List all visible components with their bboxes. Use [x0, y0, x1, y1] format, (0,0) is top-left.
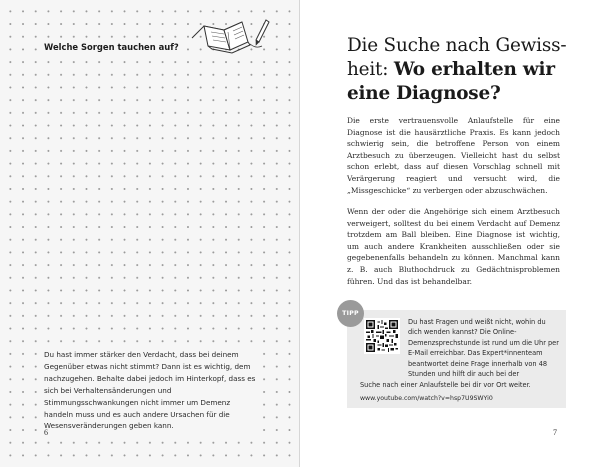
tipp-url-link[interactable]: www.youtube.com/watch?v=hsp7U9SWYi0 — [360, 395, 493, 402]
tipp-badge: TIPP — [337, 300, 364, 327]
right-page — [300, 0, 600, 467]
body-paragraph: Wenn der oder die Angehörige sich einem Arztbesuch verweigert, solltest du bei einem Verdacht auf Demenz trotzdem am Ball bleiben. Eine Diagnose ist wichtig, um auch andere Krankheiten ausschließen oder sie gegebenenfalls behandeln zu können. Manchmal kann z. B. auch Bluthochdruck zu Gedächtnisproblemen führen. Und das ist behandelbar. — [347, 207, 560, 286]
chapter-title-bold: Wo erhalten wir eine Diagnose? — [347, 59, 555, 104]
section-heading: Welche Sorgen tauchen auf? — [44, 42, 179, 52]
chapter-title-regular: Die Suche nach Gewissheit: — [347, 35, 567, 80]
tipp-text-continued: Suche nach einer Anlaufstelle bei dir vor Ort weiter. — [360, 381, 531, 389]
chapter-title — [347, 34, 597, 106]
page-number-right: 7 — [553, 428, 557, 437]
left-body-text: Du hast immer stärker den Verdacht, dass bei deinem Gegenüber etwas nicht stimmt? Dann ist es wichtig, dem nachzugehen. Behalte dabei jedoch im Hinterkopf, dass es sich bei Verhaltensänderungen und Stimmungsschwankungen nicht immer um Demenz handeln muss und es auch andere Ursachen für die Wesensveränderungen geben kann. — [44, 350, 256, 431]
tipp-text: Du hast Fragen und weißt nicht, wohin du dich wenden kannst? Die Online-Demenzsprechstunde ist rund um die Uhr per E-Mail erreichbar. Das Expert*innenteam beantwortet deine Frage innerhalb von 48 Stunden und hilft dir auch bei der — [408, 318, 559, 379]
body-paragraph: Die erste vertrauensvolle Anlaufstelle für eine Diagnose ist die hausärztliche Praxis. Es kann jedoch schwierig sein, die betroffene Person von einem Arztbesuch zu überzeugen. Vielleicht hast du selbst schon erlebt, dass auf diesen Vorschlag schnell mit Verärgerung reagiert und versucht wird, die „Missgeschicke“ zu verbergen oder abzuschwächen. — [347, 116, 560, 195]
book-pen-doodle-icon — [190, 16, 272, 60]
qr-code-icon[interactable] — [364, 318, 400, 354]
page-number-left: 6 — [44, 428, 48, 437]
